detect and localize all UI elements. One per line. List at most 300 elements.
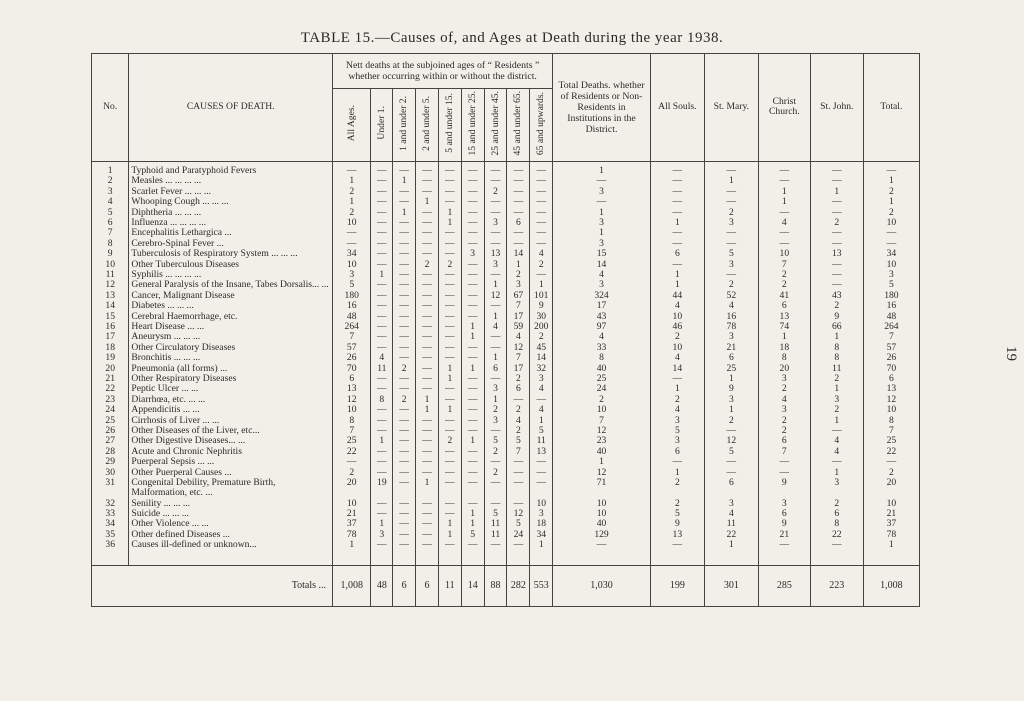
cell-value: 8 [333,416,371,426]
cell-value: 264 [863,322,919,332]
cell-value: 11 [484,519,507,529]
cell-value: 8 [810,353,863,363]
cell-value: — [416,416,439,426]
cell-value: — [393,301,416,311]
cell-value: — [461,228,484,238]
row-number: 22 [92,384,129,394]
cell-value: — [393,249,416,259]
cell-value: 21 [863,509,919,519]
cell-value: — [650,197,704,207]
cell-value: — [438,280,461,290]
row-number: 12 [92,280,129,290]
table-row [92,405,920,415]
cell-value: 13 [810,249,863,259]
cell-value: 17 [553,301,651,311]
cell-value: — [461,384,484,394]
cell-value: — [371,468,393,478]
cause-name: Cirrhosis of Liver ... ... [129,416,333,426]
row-number: 19 [92,353,129,363]
cell-value: — [416,208,439,218]
cell-value: 5 [484,436,507,446]
cell-value: 1 [810,332,863,342]
cell-value: — [650,187,704,197]
cell-value: — [507,228,530,238]
cell-value: 5 [507,519,530,529]
row-number: 1 [92,161,129,176]
cell-value: — [438,416,461,426]
cell-value: — [438,312,461,322]
cell-value: 2 [333,208,371,218]
cell-value: — [758,457,810,467]
cell-value: — [416,291,439,301]
cell-value: 12 [553,468,651,478]
cell-value: 6 [704,353,758,363]
cell-value: 2 [704,208,758,218]
cell-value: — [393,447,416,457]
cell-value: — [438,161,461,176]
table-row [92,468,920,478]
cause-name: Other defined Diseases ... [129,530,333,540]
cell-value: — [650,540,704,550]
spacer-cell [416,551,439,566]
cell-value: — [507,468,530,478]
cell-value: 22 [810,530,863,540]
age-label: 2 and under 5. [421,95,432,151]
cell-value: — [484,161,507,176]
cell-value: 9 [650,519,704,529]
cell-value: 67 [507,291,530,301]
cell-value: — [416,353,439,363]
cell-value: — [371,312,393,322]
cell-value: 10 [333,260,371,270]
cell-value: — [461,260,484,270]
cell-value: — [461,270,484,280]
row-number: 27 [92,436,129,446]
cause-name: Bronchitis ... ... ... [129,353,333,363]
cell-value: 10 [333,218,371,228]
row-number: 16 [92,322,129,332]
cell-value: 4 [371,353,393,363]
header-no: No. [92,54,129,162]
cell-value: — [704,270,758,280]
cell-value: 7 [863,426,919,436]
table-row [92,364,920,374]
total-value: 6 [393,565,416,606]
cell-value: — [371,540,393,550]
row-number: 34 [92,519,129,529]
spacer-cell [507,551,530,566]
cell-value: 10 [650,343,704,353]
cell-value: — [461,301,484,311]
cell-value: — [393,478,416,499]
cell-value: 1 [863,540,919,550]
cell-value: 2 [507,426,530,436]
cause-name: Whooping Cough ... ... ... [129,197,333,207]
cause-name: General Paralysis of the Insane, Tabes Dorsalis... ... [129,280,333,290]
cell-value: 2 [438,436,461,446]
cell-value: 1 [416,478,439,499]
cause-name: Cancer, Malignant Disease [129,291,333,301]
cell-value: — [393,228,416,238]
cell-value: — [393,468,416,478]
cell-value: — [416,509,439,519]
cell-value: — [810,426,863,436]
cell-value: — [758,228,810,238]
age-label: Under 1. [375,106,387,141]
cell-value: 7 [758,260,810,270]
cell-value: — [507,395,530,405]
cause-name: Diabetes ... ... ... [129,301,333,311]
cell-value: — [393,312,416,322]
cell-value: 2 [650,478,704,499]
cell-value: 11 [371,364,393,374]
cell-value: 1 [810,416,863,426]
table-row [92,322,920,332]
cell-value: 1 [650,280,704,290]
cell-value: — [438,395,461,405]
cell-value: 1 [333,197,371,207]
cell-value: 17 [507,364,530,374]
cell-value: — [461,499,484,509]
cell-value: 1 [650,270,704,280]
header-christ-church: Christ Church. [758,54,810,162]
cell-value: — [393,260,416,270]
row-number: 3 [92,187,129,197]
cell-value: 2 [758,280,810,290]
cell-value: 3 [863,270,919,280]
table-row [92,457,920,467]
cell-value: — [810,457,863,467]
cell-value: — [393,457,416,467]
cell-value: 1 [758,187,810,197]
cell-value: 1 [863,197,919,207]
cell-value: — [371,260,393,270]
cell-value: 7 [507,447,530,457]
table-row [92,384,920,394]
cell-value: 15 [553,249,651,259]
cell-value: — [461,405,484,415]
cause-name: Diphtheria ... ... ... [129,208,333,218]
cell-value: 1 [371,270,393,280]
spacer-cell [438,551,461,566]
cell-value: 11 [810,364,863,374]
cell-value: — [416,530,439,540]
age-label: 5 and under 15. [443,93,455,154]
cell-value: 4 [484,322,507,332]
cell-value: — [461,457,484,467]
cell-value: 1 [371,436,393,446]
cell-value: 17 [507,312,530,322]
total-value: 553 [530,565,553,606]
cell-value: — [416,499,439,509]
cell-value: 74 [758,322,810,332]
cell-value: — [393,499,416,509]
cause-name: Other Diseases of the Liver, etc... [129,426,333,436]
cell-value: 2 [810,218,863,228]
cell-value: — [810,239,863,249]
cell-value: 9 [704,384,758,394]
cell-value: — [371,218,393,228]
table-row [92,509,920,519]
table-row [92,478,920,499]
cell-value: — [461,395,484,405]
cell-value: — [704,457,758,467]
spacer-cell [393,551,416,566]
spacer-cell [92,551,129,566]
cell-value: 10 [333,405,371,415]
cell-value: 5 [704,249,758,259]
row-number: 20 [92,364,129,374]
table-row [92,332,920,342]
cell-value: 8 [810,343,863,353]
cell-value: — [704,187,758,197]
cell-value: 40 [553,364,651,374]
cause-name: Puerperal Sepsis ... ... [129,457,333,467]
cell-value: — [393,270,416,280]
spacer-cell [371,551,393,566]
row-number: 2 [92,176,129,186]
header-age-5-15 [438,89,461,162]
header-all-souls: All Souls. [650,54,704,162]
cause-name: Encephalitis Lethargica ... [129,228,333,238]
cell-value: 10 [863,218,919,228]
cell-value: — [438,499,461,509]
cell-value: 9 [810,312,863,322]
row-number: 35 [92,530,129,540]
cell-value: — [461,208,484,218]
cell-value: 18 [758,343,810,353]
cell-value: 34 [530,530,553,540]
cell-value: 40 [553,519,651,529]
cell-value: — [371,228,393,238]
cell-value: — [416,343,439,353]
cell-value: — [333,457,371,467]
total-value: 6 [416,565,439,606]
cell-value: — [393,416,416,426]
row-number: 7 [92,228,129,238]
cell-value: 66 [810,322,863,332]
cell-value: — [416,384,439,394]
cell-value: 2 [810,374,863,384]
cell-value: — [530,208,553,218]
table-row [92,374,920,384]
spacer-cell [333,551,371,566]
cell-value: — [393,161,416,176]
cell-value: 7 [333,332,371,342]
cell-value: — [371,499,393,509]
cell-value: 4 [650,301,704,311]
cell-value: — [416,374,439,384]
table-row [92,176,920,186]
table-row [92,239,920,249]
row-number: 23 [92,395,129,405]
cell-value: — [863,228,919,238]
cell-value: — [416,468,439,478]
cell-value: — [438,509,461,519]
total-value: 223 [810,565,863,606]
header-age-15-25 [461,89,484,162]
cell-value: — [438,426,461,436]
cell-value: 3 [704,218,758,228]
cell-value: — [810,161,863,176]
cell-value: — [863,161,919,176]
cell-value: — [371,161,393,176]
cell-value: 7 [863,332,919,342]
table-row [92,301,920,311]
row-number: 10 [92,260,129,270]
cell-value: 13 [333,384,371,394]
cell-value: 1 [438,405,461,415]
cell-value: — [461,468,484,478]
cell-value: — [650,260,704,270]
header-age-65-up [530,89,553,162]
cell-value: 12 [333,395,371,405]
cell-value: 8 [758,353,810,363]
table-row [92,353,920,363]
cell-value: 11 [530,436,553,446]
cell-value: 1 [553,457,651,467]
total-value: 48 [371,565,393,606]
totals-label: Totals ... [92,565,333,606]
cell-value: 2 [553,395,651,405]
cell-value: — [530,239,553,249]
cell-value: 48 [863,312,919,322]
cell-value: — [393,530,416,540]
cell-value: 20 [333,478,371,499]
cell-value: 24 [553,384,651,394]
cell-value: 16 [704,312,758,322]
cell-value: 1 [704,405,758,415]
cell-value: 2 [863,468,919,478]
cell-value: 6 [758,509,810,519]
cell-value: — [461,478,484,499]
cell-value: — [371,176,393,186]
cell-value: 2 [530,332,553,342]
header-st-mary: St. Mary. [704,54,758,162]
total-value: 1,008 [863,565,919,606]
cell-value: 40 [553,447,651,457]
cell-value: — [461,291,484,301]
cell-value: 11 [484,530,507,540]
cell-value: 1 [484,395,507,405]
cell-value: — [530,187,553,197]
cell-value: 34 [333,249,371,259]
cell-value: 3 [484,384,507,394]
cell-value: — [704,197,758,207]
cell-value: 3 [333,270,371,280]
spacer-cell [461,551,484,566]
cell-value: 2 [484,187,507,197]
row-number: 6 [92,218,129,228]
cell-value: 2 [758,270,810,280]
cell-value: — [333,161,371,176]
cell-value: — [758,176,810,186]
cell-value: 6 [650,447,704,457]
cell-value: 1 [810,384,863,394]
cell-value: 21 [333,509,371,519]
table-title: TABLE 15.—Causes of, and Ages at Death during the year 1938. [300,30,724,46]
cell-value: 21 [704,343,758,353]
total-value: 14 [461,565,484,606]
spacer-cell [810,551,863,566]
cell-value: — [438,322,461,332]
table-row [92,343,920,353]
header-total-deaths: Total Deaths. whether of Residents or Non-Residents in Institutions in the District. [553,54,651,162]
cell-value: — [438,353,461,363]
cell-value: — [530,478,553,499]
cell-value: 200 [530,322,553,332]
cell-value: 30 [530,312,553,322]
table-row [92,540,920,550]
spacer-cell [863,551,919,566]
cell-value: — [461,187,484,197]
cell-value: 101 [530,291,553,301]
cell-value: — [416,280,439,290]
cell-value: — [484,208,507,218]
cell-value: — [530,468,553,478]
cell-value: 7 [507,353,530,363]
row-number: 21 [92,374,129,384]
cell-value: — [507,208,530,218]
cell-value: 6 [863,374,919,384]
table-row [92,218,920,228]
cell-value: 2 [810,405,863,415]
cell-value: 22 [333,447,371,457]
cell-value: — [530,161,553,176]
cell-value: — [507,197,530,207]
cell-value: — [461,176,484,186]
cell-value: 59 [507,322,530,332]
row-number: 13 [92,291,129,301]
cell-value: — [438,197,461,207]
cell-value: 19 [371,478,393,499]
cell-value: 3 [484,416,507,426]
cause-name: Causes ill-defined or unknown... [129,540,333,550]
cell-value: — [810,228,863,238]
cell-value: 3 [704,395,758,405]
total-value: 301 [704,565,758,606]
cell-value: — [416,301,439,311]
cell-value: 4 [507,332,530,342]
cell-value: — [461,218,484,228]
cell-value: 23 [553,436,651,446]
cell-value: — [461,312,484,322]
cell-value: — [438,478,461,499]
cell-value: 4 [507,416,530,426]
cause-name: Appendicitis ... ... [129,405,333,415]
cell-value: — [530,197,553,207]
cell-value: — [416,364,439,374]
cell-value: — [416,218,439,228]
cell-value: — [371,343,393,353]
cell-value: 8 [371,395,393,405]
cell-value: 5 [333,280,371,290]
cell-value: 3 [810,395,863,405]
cell-value: — [650,161,704,176]
cell-value: 13 [484,249,507,259]
cell-value: 13 [530,447,553,457]
table-row [92,530,920,540]
cell-value: 1 [461,519,484,529]
cell-value: 45 [530,343,553,353]
cell-value: — [530,270,553,280]
cell-value: 5 [704,447,758,457]
cell-value: — [438,540,461,550]
cell-value: — [416,161,439,176]
cell-value: 7 [333,426,371,436]
cell-value: — [758,161,810,176]
total-value: 88 [484,565,507,606]
